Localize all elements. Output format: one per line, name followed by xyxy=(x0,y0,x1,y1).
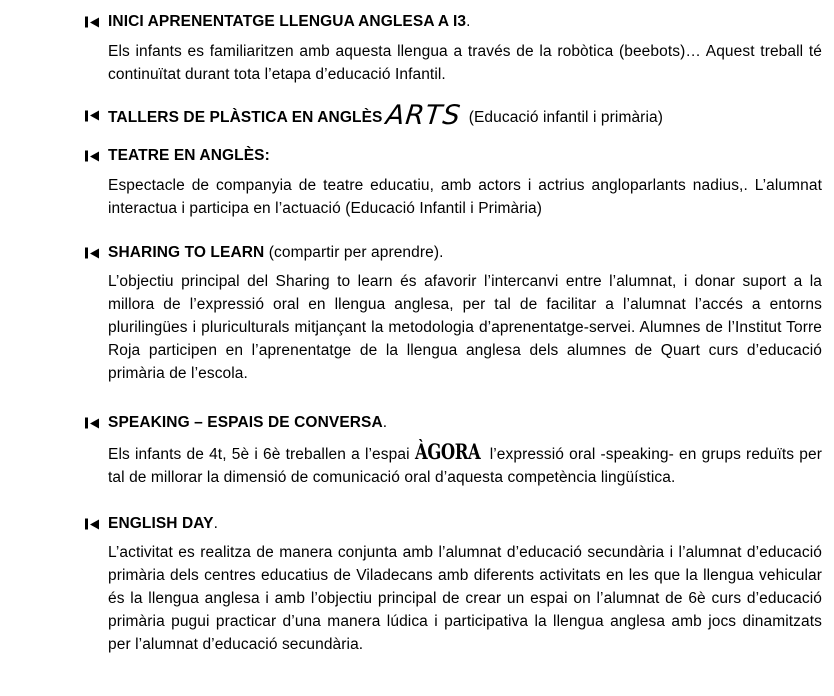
section-body: Els infants es familiaritzen amb aquesta llengua a través de la robòtica (beebots)… Aquest treball té continuïtat durant tota l’etapa d’educació Infantil. xyxy=(108,43,822,83)
section-heading xyxy=(85,413,822,433)
left-pointer-bullet-icon xyxy=(85,17,99,28)
heading-text-bold: SPEAKING – ESPAIS DE CONVERSA xyxy=(108,414,383,431)
agora-display-word: ÀGORA xyxy=(414,439,481,464)
section-heading xyxy=(85,243,822,263)
heading-text-regular: . xyxy=(382,414,388,431)
arts-handwritten-word: ARTS xyxy=(384,100,463,131)
section-teatre xyxy=(85,146,822,220)
section-english-day xyxy=(85,514,822,656)
heading-text-regular: . xyxy=(466,13,471,30)
heading-text-bold: TEATRE EN ANGLÈS: xyxy=(108,147,270,164)
section-tallers xyxy=(85,102,822,129)
section-body: L’activitat es realitza de manera conjunta amb l’alumnat d’educació secundària i l’alumnat d’educació primària dels centres educatius de Viladecans amb diferents activitats en les que la llengua vehicular és la llengua anglesa i amb l’objectiu principal de crear un espai on l’alumnat de 6è curs d’educació primària pugui practicar d’una manera lúdica i participativa la llengua anglesa amb jocs dinamitzats per l’alumnat d’educació secundària. xyxy=(108,544,822,653)
body-text-after: l’expressió oral -speaking- en grups reduïts per tal de millorar la dimensió de comunicació oral d’aquesta competència lingüística. xyxy=(108,446,822,486)
heading-text-bold: TALLERS DE PLÀSTICA EN ANGLÈS xyxy=(108,109,383,126)
left-pointer-bullet-icon xyxy=(85,418,99,429)
section-speaking xyxy=(85,413,822,489)
body-text-before: Els infants de 4t, 5è i 6è treballen a l’espai xyxy=(108,446,415,463)
left-pointer-bullet-icon xyxy=(85,248,99,259)
heading-text-bold: SHARING TO LEARN xyxy=(108,244,265,261)
section-sharing xyxy=(85,243,822,385)
heading-text-regular: (Educació infantil i primària) xyxy=(464,109,663,126)
section-body: L’objectiu principal del Sharing to learn és afavorir l’intercanvi entre l’alumnat, i donar suport a la millora de l’expressió oral en llengua anglesa, per tal de facilitar a l’alumnat l’accés a entorns plurilingües i pluriculturals mitjançant la metodologia d’aprenentatge-servei. Alumnes de l’Institut Torre Roja participen en l’aprenentatge de la llengua anglesa dels alumnes de Quart curs d’educació primària de l’escola. xyxy=(108,273,822,382)
section-heading xyxy=(85,514,822,534)
section-body: Espectacle de companyia de teatre educatiu, amb actors i actrius angloparlants nadius,. L’alumnat interactua i participa en l’actuació (Educació Infantil i Primària) xyxy=(108,177,822,217)
section-inici xyxy=(85,12,822,86)
heading-text-regular: . xyxy=(213,515,219,532)
heading-text-bold: ENGLISH DAY xyxy=(108,515,214,532)
section-body xyxy=(108,441,822,489)
section-heading xyxy=(85,12,822,32)
left-pointer-bullet-icon xyxy=(85,519,99,530)
left-pointer-bullet-icon xyxy=(85,151,99,162)
section-heading xyxy=(85,102,822,129)
heading-text-regular: (compartir per aprendre). xyxy=(264,244,444,261)
heading-text-bold: INICI APRENENTATGE LLENGUA ANGLESA A I3 xyxy=(108,13,467,30)
left-pointer-bullet-icon xyxy=(85,110,99,121)
section-heading xyxy=(85,146,822,166)
